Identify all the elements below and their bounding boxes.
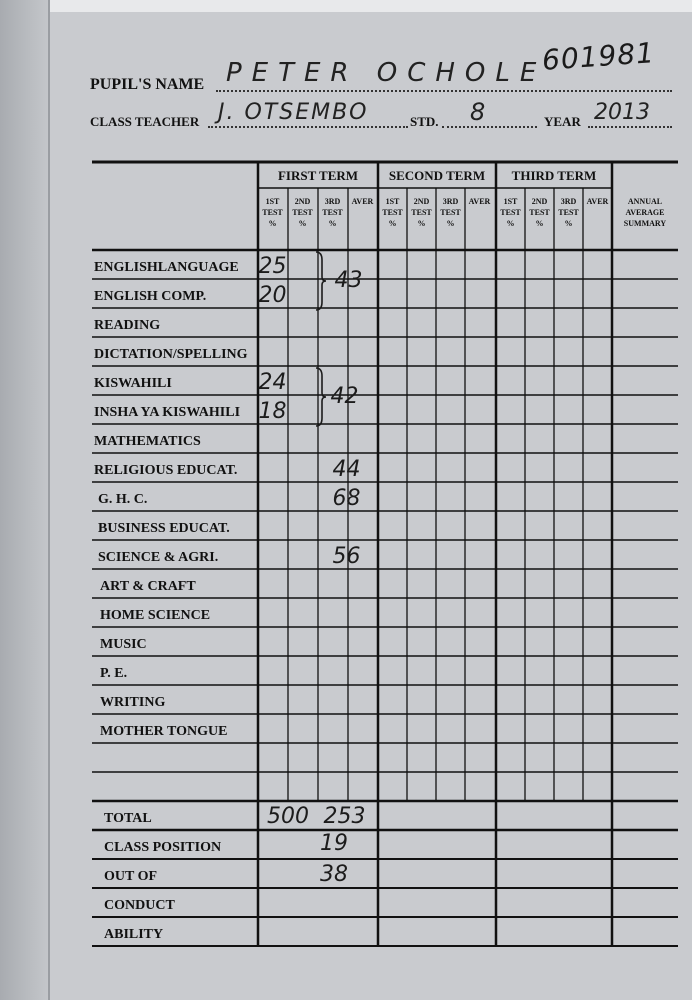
annual-header-1: AVERAGE xyxy=(625,208,665,217)
summary-label-2: OUT OF xyxy=(104,869,158,884)
subheader-0-1-1: TEST xyxy=(292,208,313,217)
subheader-0-2-0: 3RD xyxy=(324,197,341,206)
subject-label-11: ART & CRAFT xyxy=(100,579,196,594)
subject-label-16: MOTHER TONGUE xyxy=(100,724,228,739)
subheader-0-1-0: 2ND xyxy=(294,197,311,206)
mark-english-comp-1st: 20 xyxy=(258,283,287,308)
subheader-2-0-1: TEST xyxy=(500,208,521,217)
annual-header-0: ANNUAL xyxy=(627,197,663,206)
subheader-1-2-2: % xyxy=(446,219,455,228)
subheader-2-2-2: % xyxy=(564,219,573,228)
summary-label-0: TOTAL xyxy=(104,811,152,826)
subject-label-12: HOME SCIENCE xyxy=(100,608,211,623)
subject-label-13: MUSIC xyxy=(100,637,147,652)
subheader-1-1-1: TEST xyxy=(411,208,432,217)
std-label: STD. xyxy=(410,114,439,129)
subheader-2-1-1: TEST xyxy=(529,208,550,217)
subject-label-15: WRITING xyxy=(100,695,166,710)
mark-english-combined: 43 xyxy=(334,268,363,293)
std-value: 8 xyxy=(470,98,486,126)
term-title-3: THIRD TERM xyxy=(511,168,597,183)
subheader-0-0-0: 1ST xyxy=(265,197,280,206)
subheader-1-1-2: % xyxy=(417,219,426,228)
subheader-2-2-0: 3RD xyxy=(560,197,577,206)
subject-label-9: BUSINESS EDUCAT. xyxy=(98,521,230,536)
subheader-2-0-0: 1ST xyxy=(503,197,518,206)
year-label: YEAR xyxy=(544,114,581,129)
subheader-1-1-0: 2ND xyxy=(413,197,430,206)
subject-label-8: G. H. C. xyxy=(98,492,148,507)
subheader-0-2-1: TEST xyxy=(322,208,343,217)
mark-insha-1st: 18 xyxy=(258,399,287,424)
subheader-0-0-2: % xyxy=(268,219,277,228)
pupil-name-value: PETER OCHOLE xyxy=(226,58,547,88)
subheader-2-1-2: % xyxy=(535,219,544,228)
subheader-1-0-0: 1ST xyxy=(385,197,400,206)
mark-english-language-1st: 25 xyxy=(258,254,287,279)
subject-label-14: P. E. xyxy=(100,666,128,681)
mark-class-position: 19 xyxy=(320,831,348,856)
mark-ghc: 68 xyxy=(332,486,361,511)
subheader-1-2-1: TEST xyxy=(440,208,461,217)
subject-label-10: SCIENCE & AGRI. xyxy=(98,550,219,565)
subject-label-4: KISWAHILI xyxy=(94,376,172,391)
subject-label-2: READING xyxy=(94,318,161,333)
summary-label-1: CLASS POSITION xyxy=(104,840,222,855)
annual-header-2: SUMMARY xyxy=(623,219,667,228)
summary-label-3: CONDUCT xyxy=(104,898,175,913)
subheader-0-0-1: TEST xyxy=(262,208,283,217)
subheader-2-2-1: TEST xyxy=(558,208,579,217)
subject-label-1: ENGLISH COMP. xyxy=(94,289,207,304)
subheader-1-2-0: 3RD xyxy=(442,197,459,206)
mark-total-score: 253 xyxy=(323,804,366,829)
term-title-2: SECOND TERM xyxy=(388,168,486,183)
subheader-0-3-0: AVER xyxy=(351,197,374,206)
year-value: 2013 xyxy=(594,100,650,125)
subheader-0-1-2: % xyxy=(298,219,307,228)
mark-science: 56 xyxy=(332,544,361,569)
subheader-0-2-2: % xyxy=(328,219,337,228)
mark-total-max: 500 xyxy=(267,804,309,829)
subheader-1-0-2: % xyxy=(388,219,397,228)
mark-kiswahili-1st: 24 xyxy=(258,370,287,395)
subheader-1-3-0: AVER xyxy=(468,197,491,206)
class-teacher-label: CLASS TEACHER xyxy=(90,114,200,129)
subheader-2-1-0: 2ND xyxy=(531,197,548,206)
summary-label-4: ABILITY xyxy=(104,927,164,942)
subject-label-5: INSHA YA KISWAHILI xyxy=(94,405,241,420)
subheader-2-3-0: AVER xyxy=(586,197,609,206)
mark-out-of: 38 xyxy=(320,862,348,887)
mark-kiswahili-combined: 42 xyxy=(330,384,359,409)
subheader-1-0-1: TEST xyxy=(382,208,403,217)
subject-label-0: ENGLISHLANGUAGE xyxy=(94,260,239,275)
term-title-1: FIRST TERM xyxy=(277,168,359,183)
subject-label-7: RELIGIOUS EDUCAT. xyxy=(94,463,238,478)
document-number: 601981 xyxy=(540,36,656,77)
subheader-2-0-2: % xyxy=(506,219,515,228)
mark-religious: 44 xyxy=(332,457,361,482)
subject-label-3: DICTATION/SPELLING xyxy=(94,347,248,362)
subject-label-6: MATHEMATICS xyxy=(94,434,201,449)
pupil-name-label: PUPIL'S NAME xyxy=(90,76,205,93)
class-teacher-value: J. OTSEMBO xyxy=(218,100,369,125)
